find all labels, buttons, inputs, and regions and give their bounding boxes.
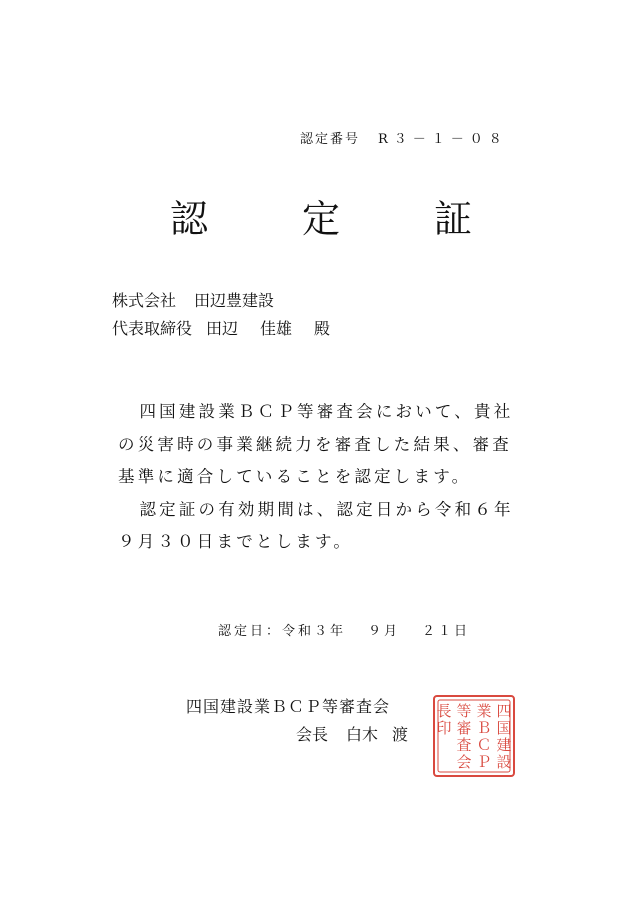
body-paragraph-1: 四国建設業ＢＣＰ等審査会において、貴社の災害時の事業継続力を審査した結果、審査基準に適合していることを認定します。 [118, 402, 514, 486]
seal-character: Ｂ [476, 719, 492, 737]
recipient-position: 代表取締役 [112, 319, 193, 338]
seal-character: 建 [496, 736, 512, 754]
certificate-number [300, 128, 540, 147]
issuer-president [296, 722, 408, 745]
seal-character: 業 [476, 702, 492, 720]
seal-character: Ｃ [476, 736, 492, 754]
seal-character: 審 [456, 719, 472, 737]
issuer-given-name: 渡 [392, 725, 409, 744]
issuer-title: 会長 [296, 725, 329, 744]
certification-date-day: ２１日 [422, 624, 471, 639]
issuer-organization: 四国建設業ＢＣＰ等審査会 [186, 697, 391, 716]
seal-character: 印 [436, 719, 452, 737]
certificate-title: 認 定 証 [170, 197, 501, 241]
recipient-given-name: 佳雄 [260, 319, 293, 338]
seal-character: 会 [456, 753, 472, 771]
certification-date-label: 認定日：令和３年 [218, 624, 347, 639]
seal-character: 等 [456, 702, 472, 720]
seal-character: 設 [496, 753, 512, 771]
certification-date-month: ９月 [368, 624, 401, 639]
recipient-representative [112, 316, 330, 339]
certificate-number-value: R３－１－０８ [378, 132, 508, 147]
certificate-number-label: 認定番号 [300, 132, 361, 147]
certificate-body [118, 396, 528, 559]
seal-character: Ｐ [476, 753, 492, 771]
certification-date [218, 620, 470, 639]
recipient-family-name: 田辺 [206, 319, 239, 338]
seal-character: 国 [496, 719, 512, 737]
seal-character: 長 [436, 702, 452, 720]
seal-character: 四 [496, 702, 512, 720]
seal-character: 査 [456, 736, 472, 754]
issuer-family-name: 白木 [346, 725, 379, 744]
official-seal-stamp [432, 694, 516, 778]
recipient-company [112, 288, 274, 311]
recipient-honorific: 殿 [314, 319, 331, 338]
recipient-company-type: 株式会社 [112, 291, 177, 310]
body-paragraph-2: 認定証の有効期間は、認定日から令和６年９月３０日までとします。 [118, 499, 514, 551]
recipient-company-name: 田辺豊建設 [194, 291, 275, 310]
